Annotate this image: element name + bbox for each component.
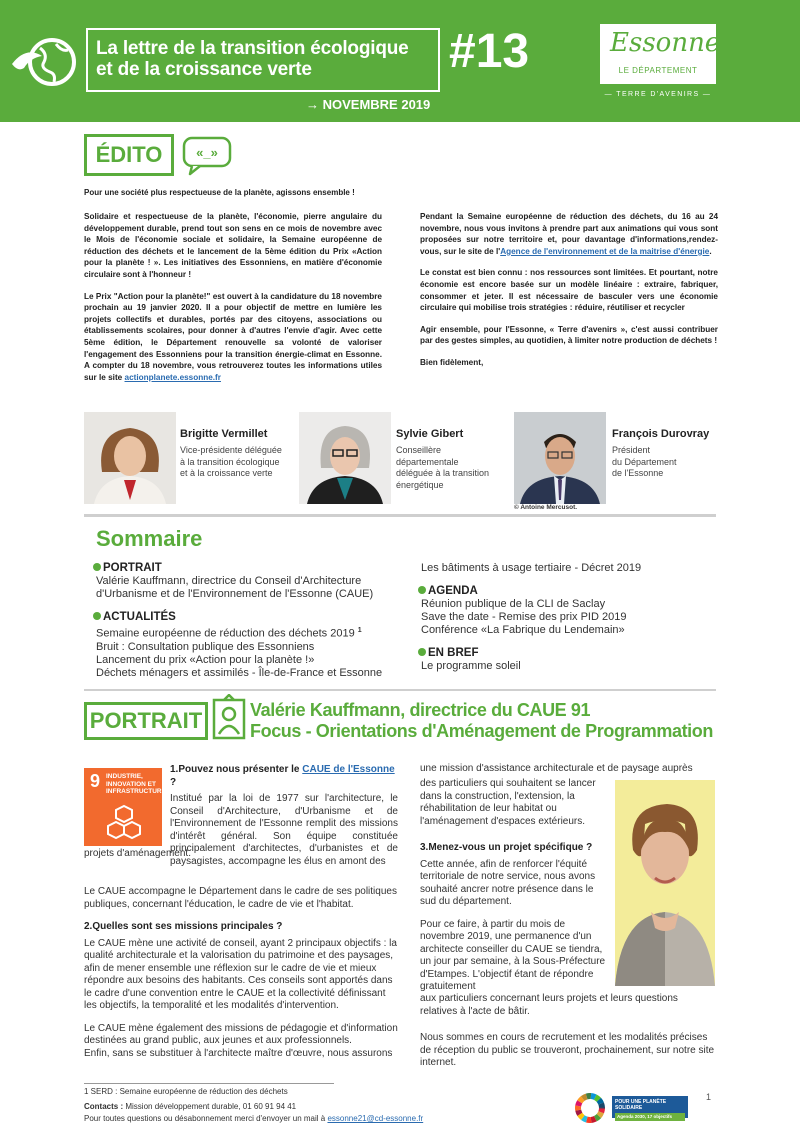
unsubscribe-line: Pour toutes questions ou désabonnement merci d'envoyer un mail à essonne21@cd-essonne.fr (84, 1114, 424, 1123)
edito-label: ÉDITO (84, 134, 174, 176)
bullet-dot-icon (418, 648, 426, 656)
ademe-link[interactable]: Agence de l'environnement et de la maitrise d'énergie (500, 246, 710, 256)
edito-signoff: Bien fidèlement, (420, 357, 484, 367)
eco-globe-icon (10, 34, 76, 90)
answer-2: Le CAUE mène une activité de conseil, ayant 2 principaux objectifs : la qualité architecturale et la valorisation du patrimoine et des paysages, afin de mener ensemble une réflexion sur le cadre de vie et mieux répondre aux besoins des habitants. Ces conseils sont apportés dans le cadre d'une convention entre le CAUE et la collectivité définissant les objectifs, la temporalité et les modalités d'intervention. (84, 937, 397, 1011)
person-role: Conseillère départementale déléguée à la transition énergétique (396, 445, 490, 490)
edito-paragraph: Agir ensemble, pour l'Essonne, « Terre d'avenirs », c'est aussi contribuer par des gestes simples, au quotidien, à limiter notre production de déchets ! (420, 324, 718, 346)
email-link[interactable]: essonne21@cd-essonne.fr (327, 1114, 424, 1123)
tagline: — TERRE D'AVENIRS — (604, 91, 712, 98)
sommaire-item[interactable]: Save the date - Remise des prix PID 2019 (421, 611, 627, 623)
footnote: 1 SERD : Semaine européenne de réduction des déchets (84, 1087, 288, 1096)
sdg-number: 9 (90, 771, 101, 791)
section-divider (84, 514, 716, 517)
sommaire-heading-agenda[interactable]: AGENDA (418, 585, 718, 598)
answer-3: Cette année, afin de renforcer l'équité territoriale de notre service, nous avons souhaité ancrer notre présence dans le sud du département. (420, 858, 596, 907)
sommaire-heading-portrait[interactable]: PORTRAIT (93, 562, 393, 575)
answer-3-permanence: Pour ce faire, à partir du mois de novembre 2019, une permanence d'un architecte conseiller du CAUE se tiendra, un jour par semaine, à la Sous-Préfecture d'Etampes. L'objectif étant de répondre gratuitement (420, 918, 606, 992)
issue-number: #13 (449, 25, 530, 78)
kauffmann-photo (615, 780, 715, 986)
answer-2-individuals: des particuliers qui souhaitent se lancer dans la construction, l'extension, la réhabilitation de leur habitat ou l'aménagement d'espaces extérieurs. (420, 778, 596, 827)
person-name: Brigitte Vermillet (180, 428, 268, 440)
portrait-label: PORTRAIT (84, 702, 208, 740)
issue-month: → NOVEMBRE 2019 (306, 97, 431, 112)
interview-left (84, 886, 398, 1070)
sommaire-item[interactable]: Lancement du prix «Action pour la planète !» (96, 653, 315, 666)
person-role: Vice-présidente déléguée à la transition écologique et à la croissance verte (180, 445, 282, 478)
newsletter-title (86, 28, 440, 92)
sommaire-item[interactable]: Réunion publique de la CLI de Saclay (421, 598, 606, 610)
interview-right-narrow (420, 778, 612, 994)
sommaire-item[interactable]: Semaine européenne de réduction des déchets 2019 $^1$ (96, 627, 362, 640)
question-3: 3.Menez-vous un projet spécifique ? (420, 842, 593, 853)
person-photo-durovray (514, 412, 606, 504)
bubble-text: «_» (196, 145, 218, 160)
answer-1-policy: Le CAUE accompagne le Département dans le cadre de ses politiques publiques, concernant l'éducation, le cadre de vie et l'habitat. (84, 886, 397, 910)
edito-paragraph: Le Prix "Action pour la planète!" est ouvert à la candidature du 18 novembre prochain au 19 janvier 2020. Il a pour objectif de mettre en lumière les projets collectifs et durables, portés par des citoyens, associations ou établissements scolaires, pour donner à d'autres l'envie d'agir. Avec cette 5ème édition, le Département renouvelle sa volonté de valoriser l'engagement des Essonniens pour la transition énergie-climat en Essonne. A compter du 18 novembre, vous retrouverez toutes les informations utiles sur le site actionplanete.essonne.fr (84, 291, 382, 382)
sdg-9-badge (84, 768, 166, 846)
person-role: Président du Département de l'Essonne (612, 445, 677, 478)
sommaire-right (418, 562, 718, 673)
edito-left-column (84, 211, 382, 393)
edito-paragraph: Le constat est bien connu : nos ressources sont limitées. Et pourtant, notre économie est encore basée sur un modèle linéaire : extraire, fabriquer, consommer et jeter. Il est nécessaire de basculer vers une économie circulaire qui mobilise trois stratégies : réduire, réutiliser et recycler (420, 268, 718, 313)
photo-credit: © Antoine Mercusot. (514, 504, 578, 511)
section-divider (84, 689, 716, 691)
quote-bubble-icon (182, 136, 232, 176)
essonne-logo (600, 24, 721, 84)
answer-1-cont: projets d'aménagement. (84, 848, 191, 859)
person-photo-vermillet (84, 412, 176, 504)
badge-title: POUR UNE PLANÈTE SOLIDAIRE (615, 1099, 667, 1111)
answer-2-pedagogy: Le CAUE mène également des missions de pédagogie et d'information destinées au grand public, aux jeunes et aux professionnels. (84, 1022, 398, 1046)
sommaire-title: Sommaire (96, 526, 203, 551)
sommaire-item[interactable]: Valérie Kauffmann, directrice du Conseil d'Architecture (96, 575, 362, 587)
answer-3-cont: aux particuliers concernant leurs projets et leurs questions relatives à l'acte de bâtir. (420, 993, 678, 1017)
sommaire-item[interactable]: Les bâtiments à usage tertiaire - Décret 2019 (421, 562, 642, 574)
person-frame-icon (212, 694, 246, 740)
edito-paragraph: Pendant la Semaine européenne de réduction des déchets, du 16 au 24 novembre, nous vous invitons à prendre part aux animations qui vous sont proposées sur notre territoire et, pour davantage d'informations,rendez-vous, sur le site de l'Agence de l'environnement et de la maitrise d'énergie. (420, 212, 718, 256)
edito-paragraph: Solidaire et respectueuse de la planète, l'économie, pierre angulaire du développement durable, prend tout son sens en ce mois de novembre avec le Mois de l'économie sociale et solidaire, la Semaine européenne de réduction des déchets et le lancement de la 5ème édition du Prix «Action pour la planète ! ». Les initiatives des Essonniens, en matière d'économie circulaire sont à l'honneur ! (84, 212, 383, 279)
planete-solidaire-badge (612, 1096, 688, 1118)
title-line-1: La lettre de la transition écologique (96, 38, 409, 59)
portrait-title: Valérie Kauffmann, directrice du CAUE 91 Focus - Orientations d'Aménagement de Programmation (250, 700, 713, 741)
sommaire-heading-en-bref[interactable]: EN BREF (418, 647, 718, 660)
footnote-marker: 1 (357, 627, 362, 634)
header-banner (0, 0, 800, 122)
person-photo-gibert (299, 412, 391, 504)
cubes-icon (106, 804, 142, 840)
answer-2-assistance: Enfin, sans se substituer à l'architecte maître d'œuvre, nous assurons (84, 1047, 393, 1059)
contacts-line: Contacts : Mission développement durable, 01 60 91 94 41 (84, 1102, 297, 1111)
interview-right-top: une mission d'assistance architecturale et de paysage auprès (420, 763, 693, 774)
sommaire-heading-actualites[interactable]: ACTUALITÉS (93, 611, 393, 624)
caue-link[interactable]: CAUE de l'Essonne (302, 764, 395, 775)
bullet-dot-icon (93, 612, 101, 620)
answer-1: Institué par la loi de 1977 sur l'architecture, le Conseil d'Architecture, d'Urbanisme et de l'Environnement de l'Essonne remplit des missions d'intérêt général. Son équipe constituée principalement d'architectes, d'urbanistes et de paysagistes, accompagne les élus en amont des (170, 793, 398, 867)
sommaire-item[interactable]: Conférence «La Fabrique du Lendemain» (421, 624, 625, 636)
title-line-2: et de la croissance verte (96, 59, 312, 80)
person-name: François Durovray (612, 428, 710, 440)
actionplanete-link[interactable]: actionplanete.essonne.fr (124, 372, 221, 382)
question-1: 1.Pouvez nous présenter le CAUE de l'Essonne ? (170, 764, 395, 788)
edito-lead: Pour une société plus respectueuse de la planète, agissons ensemble ! (84, 188, 355, 197)
sdg-label: INDUSTRIE, INNOVATION ET INFRASTRUCTURE (106, 773, 166, 795)
edito-right-column (420, 211, 718, 379)
answer-3-recruitment: Nous sommes en cours de recrutement et les modalités précises de réception du public se trouveront, prochainement, sur notre site internet. (420, 1032, 715, 1068)
question-2: 2.Quelles sont ses missions principales ? (84, 921, 283, 932)
sommaire-item[interactable]: Bruit : Consultation publique des Essonniens (96, 640, 315, 653)
sommaire-item[interactable]: Le programme soleil (421, 660, 521, 672)
page-number: 1 (706, 1092, 712, 1102)
footnote-divider (84, 1083, 334, 1084)
badge-subtitle: Agenda 2030, 17 objectifs (615, 1113, 685, 1121)
bullet-dot-icon (93, 563, 101, 571)
logo-department: LE DÉPARTEMENT (618, 66, 698, 75)
bullet-dot-icon (418, 586, 426, 594)
person-name: Sylvie Gibert (396, 428, 464, 440)
logo-script: Essonne (610, 28, 721, 58)
sommaire-left (93, 558, 393, 680)
sommaire-item[interactable]: d'Urbanisme et de l'Environnement de l'Essonne (CAUE) (96, 588, 374, 600)
interview-right-bottom (420, 993, 716, 1080)
sommaire-item[interactable]: Déchets ménagers et assimilés - Île-de-France et Essonne (96, 666, 383, 679)
sdg-wheel-icon (574, 1092, 606, 1124)
